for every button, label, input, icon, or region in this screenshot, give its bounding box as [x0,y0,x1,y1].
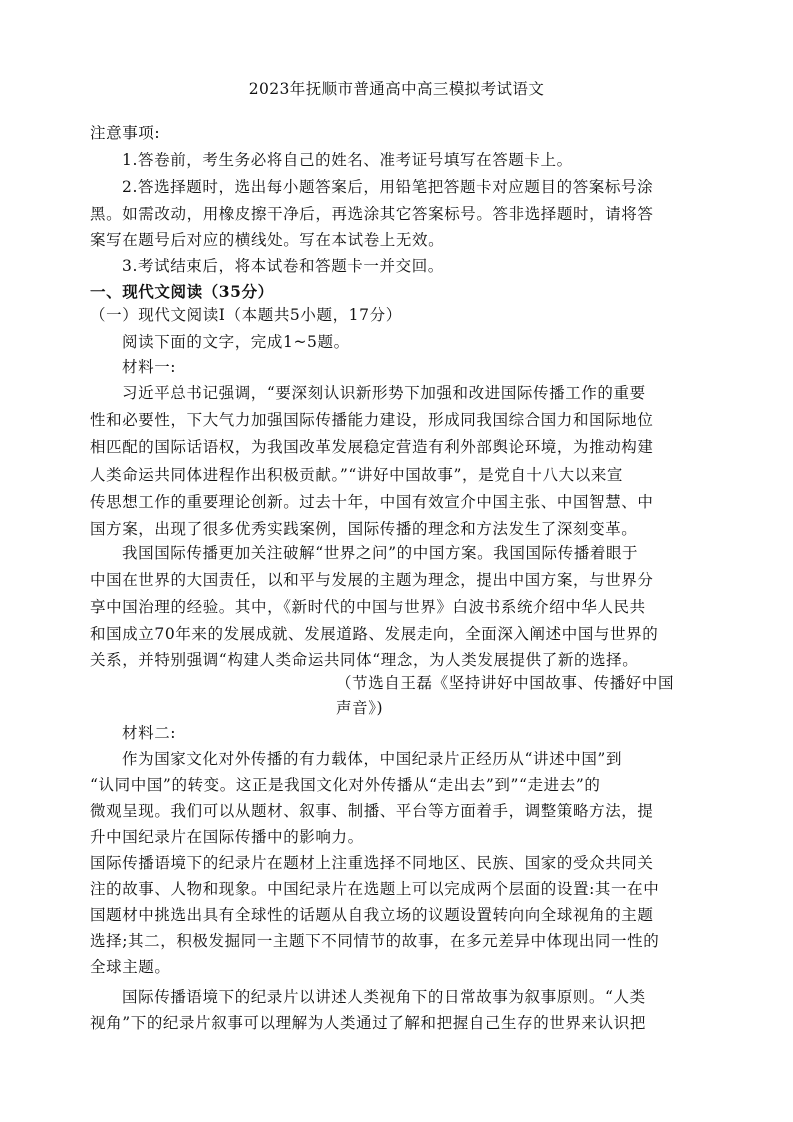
paragraph-line: 选择;其二，积极发掘同一主题下不同情节的故事，在多元差异中体现出同一性的 [90,932,660,950]
sub-section-heading: （一）现代文阅读Ⅰ（本题共5小题，17分） [90,306,402,324]
paragraph-line: 视角”下的纪录片叙事可以理解为人类通过了解和把握自己生存的世界来认识把 [90,1014,646,1032]
material-2-label: 材料二: [122,724,177,742]
paragraph-line: 习近平总书记强调，“要深刻认识新形势下加强和改进国际传播工作的重要 [122,384,646,402]
paragraph-line: 国题材中挑选出具有全球性的话题从自我立场的议题设置转向向全球视角的主题 [90,906,654,924]
material-1-source: （节选自王磊《坚持讲好中国故事、传播好中国 [336,674,675,692]
paragraph-line: 中国在世界的大国责任，以和平与发展的主题为理念，提出中国方案，与世界分 [90,571,654,589]
material-1-source: 声音》) [336,699,384,717]
paragraph-line: 全球主题。 [90,958,171,976]
paragraph-line: 传思想工作的重要理论创新。过去十年，中国有效宣介中国主张、中国智慧、中 [90,493,654,511]
material-1-label: 材料一: [122,358,177,376]
paragraph-line: 国方案，出现了很多优秀实践案例，国际传播的理念和方法发生了深刻变革。 [90,520,638,538]
paragraph-line: 人类命运共同体进程作出积极贡献。”“讲好中国故事”，是党自十八大以来宣 [90,466,624,484]
paragraph-line: 相匹配的国际话语权，为我国改革发展稳定营造有利外部舆论环境，为推动构建 [90,438,654,456]
notice-item-1: 1.答卷前，考生务必将自己的姓名、准考证号填写在答题卡上。 [122,151,573,169]
reading-instruction: 阅读下面的文字，完成1~5题。 [122,333,350,351]
notice-item-3: 3.考试结束后，将本试卷和答题卡一并交回。 [122,257,444,275]
paragraph-line: 微观呈现。我们可以从题材、叙事、制播、平台等方面着手，调整策略方法，提 [90,802,654,820]
paragraph-line: 关系，并特别强调“构建人类命运共同体“理念，为人类发展提供了新的选择。 [90,651,639,669]
paragraph-line: 和国成立70年来的发展成就、发展道路、发展走向，全面深入阐述中国与世界的 [90,625,659,643]
paragraph-line: 升中国纪录片在国际传播中的影响力。 [90,828,364,846]
notice-item-2-line: 2.答选择题时，选出每小题答案后，用铅笔把答题卡对应题目的答案标号涂 [122,178,654,196]
paragraph-line: 注的故事、人物和现象。中国纪录片在选题上可以完成两个层面的设置:其一在中 [90,880,660,898]
paragraph-line: 我国国际传播更加关注破解“世界之问”的中国方案。我国国际传播着眼于 [122,544,639,562]
notice-item-2-line: 黑。如需改动，用橡皮擦干净后，再选涂其它答案标号。答非选择题时，请将答 [90,205,654,223]
paragraph-line: 国际传播语境下的纪录片在题材上注重选择不同地区、民族、国家的受众共同关 [90,854,654,872]
notice-heading: 注意事项: [90,124,161,142]
paragraph-line: 性和必要性，下大气力加强国际传播能力建设，形成同我国综合国力和国际地位 [90,411,654,429]
document-title: 2023年抚顺市普通高中高三模拟考试语文 [248,80,545,98]
section-heading: 一、现代文阅读（35分） [90,282,274,301]
notice-item-2-line: 案写在题号后对应的横线处。写在本试卷上无效。 [90,231,445,249]
paragraph-line: 国际传播语境下的纪录片以讲述人类视角下的日常故事为叙事原则。“人类 [122,988,646,1006]
paragraph-line: “认同中国”的转变。这正是我国文化对外传播从“走出去”到”“走进去”的 [90,776,601,794]
paragraph-line: 作为国家文化对外传播的有力载体，中国纪录片正经历从“讲述中国”到 [122,750,623,768]
paragraph-line: 享中国治理的经验。其中，《新时代的中国与世界》白波书系统介绍中华人民共 [90,598,646,616]
